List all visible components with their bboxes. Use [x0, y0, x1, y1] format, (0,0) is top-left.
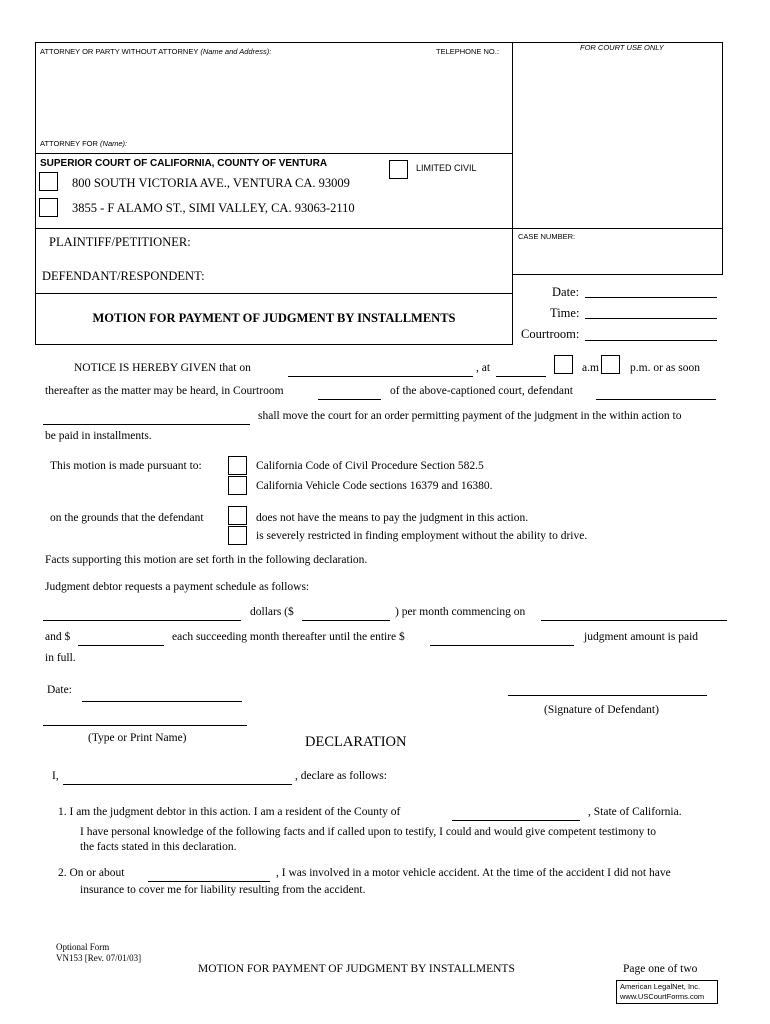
attorney-for-label: ATTORNEY FOR (Name):: [40, 139, 128, 148]
form-revision: VN153 [Rev. 07/01/03]: [56, 953, 142, 963]
address-ventura: 800 SOUTH VICTORIA AVE., VENTURA CA. 93009: [72, 176, 350, 190]
publisher-badge: [616, 980, 718, 1004]
plaintiff-label: PLAINTIFF/PETITIONER:: [49, 235, 191, 249]
restricted-checkbox[interactable]: [228, 526, 247, 545]
entire-amount-field[interactable]: [430, 645, 574, 646]
no-means-text: does not have the means to pay the judgment in this action.: [256, 512, 529, 524]
motion-title: MOTION FOR PAYMENT OF JUDGMENT BY INSTALLMENTS: [92, 311, 456, 325]
item2-text: 2. On or about: [58, 867, 125, 879]
notice-date-field[interactable]: [288, 376, 473, 377]
pm-checkbox[interactable]: [601, 355, 620, 374]
declarant-i-label: I,: [52, 770, 59, 782]
declarant-name-field[interactable]: [63, 784, 292, 785]
cvc-text: California Vehicle Code sections 16379 and 16380.: [256, 480, 493, 492]
facts-text: Facts supporting this motion are set forth in the following declaration.: [45, 554, 368, 566]
publisher-url: www.USCourtForms.com: [620, 992, 705, 1001]
restricted-text: is severely restricted in finding employment without the ability to drive.: [256, 530, 588, 542]
at-text: , at: [476, 362, 491, 374]
signature-label: (Signature of Defendant): [544, 704, 659, 716]
judgment-paid-text: judgment amount is paid: [584, 631, 699, 643]
court-divider: [35, 228, 723, 229]
printed-name-field[interactable]: [43, 725, 247, 726]
notice-time-field[interactable]: [496, 376, 546, 377]
limited-civil-label: LIMITED CIVIL: [416, 163, 477, 173]
parties-divider: [512, 274, 723, 275]
signing-date-field[interactable]: [82, 701, 242, 702]
court-name: SUPERIOR COURT OF CALIFORNIA, COUNTY OF VENTURA: [40, 158, 328, 169]
dollars-words-field[interactable]: [43, 620, 241, 621]
personal-knowledge-text: I have personal knowledge of the following facts and if called upon to testify, I could and would give competent testimony to: [80, 826, 657, 838]
hearing-date-label: Date:: [552, 285, 580, 299]
county-field[interactable]: [452, 820, 580, 821]
motion-pursuant-text: This motion is made pursuant to:: [50, 460, 202, 472]
accident-date-field[interactable]: [148, 881, 270, 882]
hearing-time-label: Time:: [550, 306, 580, 320]
publisher-name: American LegalNet, Inc.: [620, 982, 701, 991]
signature-field[interactable]: [508, 695, 707, 696]
ventura-checkbox[interactable]: [39, 172, 58, 191]
bottom-border: [35, 344, 513, 345]
am-checkbox[interactable]: [554, 355, 573, 374]
thereafter-text: thereafter as the matter may be heard, in Courtroom: [45, 385, 284, 397]
courtroom-label: Courtroom:: [521, 327, 580, 341]
grounds-text: on the grounds that the defendant: [50, 512, 204, 524]
limited-civil-checkbox[interactable]: [389, 160, 408, 179]
title-divider: [35, 293, 513, 294]
no-means-checkbox[interactable]: [228, 506, 247, 525]
and-dollar-text: and $: [45, 631, 71, 643]
attorney-divider: [35, 153, 513, 154]
court-use-divider: [512, 42, 513, 345]
notice-text: NOTICE IS HEREBY GIVEN that on: [74, 362, 251, 374]
declaration-heading: DECLARATION: [305, 734, 407, 750]
defendant-name-field[interactable]: [596, 399, 716, 400]
court-use-label: FOR COURT USE ONLY: [580, 43, 664, 52]
optional-form-label: Optional Form: [56, 942, 110, 952]
hearing-date-field[interactable]: [585, 297, 717, 298]
ccp-text: California Code of Civil Procedure Section 582.5: [256, 460, 484, 472]
simi-valley-checkbox[interactable]: [39, 198, 58, 217]
involved-text: , I was involved in a motor vehicle accident. At the time of the accident I did not have: [276, 867, 671, 879]
case-number-label: CASE NUMBER:: [518, 232, 576, 241]
insurance-text: insurance to cover me for liability resulting from the accident.: [80, 884, 366, 896]
signing-date-label: Date:: [47, 684, 72, 696]
per-month-text: ) per month commencing on: [395, 606, 526, 618]
left-border: [35, 42, 36, 345]
attorney-label: ATTORNEY OR PARTY WITHOUT ATTORNEY (Name and Address):: [40, 47, 272, 56]
monthly-amount-field[interactable]: [302, 620, 390, 621]
courtroom-field[interactable]: [585, 340, 717, 341]
of-above-text: of the above-captioned court, defendant: [390, 385, 573, 397]
defendant-label: DEFENDANT/RESPONDENT:: [42, 269, 205, 283]
ccp-checkbox[interactable]: [228, 456, 247, 475]
footer-title: MOTION FOR PAYMENT OF JUDGMENT BY INSTALLMENTS: [198, 963, 515, 975]
shall-move-text: shall move the court for an order permitting payment of the judgment in the within action to: [258, 410, 682, 422]
pm-label: p.m. or as soon: [630, 362, 700, 374]
in-full-text: in full.: [45, 652, 76, 664]
page-indicator: Page one of two: [623, 963, 698, 975]
dollars-text: dollars ($: [250, 606, 294, 618]
item1-text: 1. I am the judgment debtor in this action. I am a resident of the County of: [58, 806, 401, 818]
each-succeeding-text: each succeeding month thereafter until the entire $: [172, 631, 405, 643]
state-text: , State of California.: [588, 806, 682, 818]
defendant-name-field-2[interactable]: [43, 424, 250, 425]
right-border: [722, 42, 723, 275]
telephone-label: TELEPHONE NO.:: [436, 47, 499, 56]
type-name-label: (Type or Print Name): [88, 732, 187, 744]
declare-text: , declare as follows:: [295, 770, 387, 782]
personal-knowledge-text-2: the facts stated in this declaration.: [80, 841, 237, 853]
courtroom-number-field[interactable]: [318, 399, 381, 400]
requests-text: Judgment debtor requests a payment schedule as follows:: [45, 581, 310, 593]
cvc-checkbox[interactable]: [228, 476, 247, 495]
commencing-date-field[interactable]: [541, 620, 727, 621]
hearing-time-field[interactable]: [585, 318, 717, 319]
succeeding-amount-field[interactable]: [78, 645, 164, 646]
address-simi-valley: 3855 - F ALAMO ST., SIMI VALLEY, CA. 93063-2110: [72, 201, 355, 215]
am-label: a.m: [582, 362, 599, 374]
be-paid-text: be paid in installments.: [45, 430, 152, 442]
